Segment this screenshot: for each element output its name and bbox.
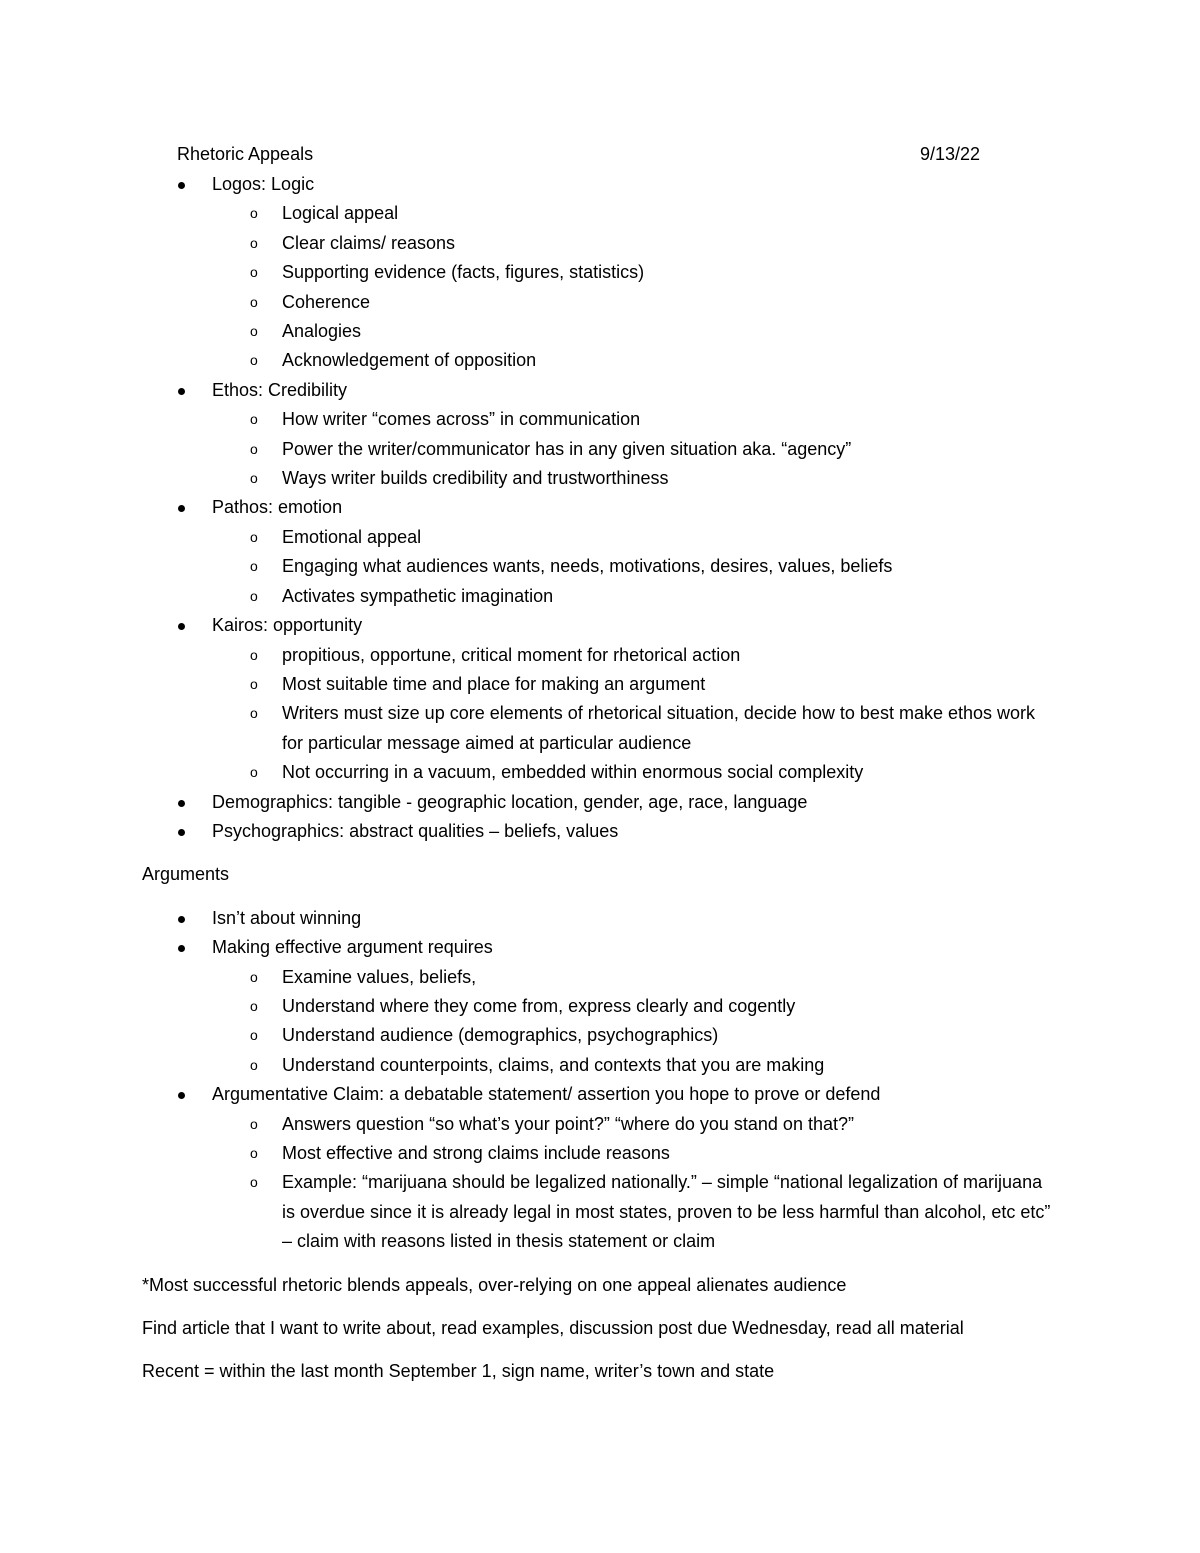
sub-bullet-text: Supporting evidence (facts, figures, statistics) xyxy=(282,262,645,283)
note-paragraph: Recent = within the last month September 1, sign name, writer’s town and state xyxy=(142,1361,775,1382)
bullet-item xyxy=(142,817,1057,846)
bullet-text: Kairos: opportunity xyxy=(212,615,363,636)
sub-bullet-item xyxy=(142,758,1057,787)
circle-bullet-icon: o xyxy=(250,293,258,310)
bullet-item xyxy=(142,933,1057,1080)
sub-bullet-item xyxy=(142,1021,1057,1050)
bullet-text: Argumentative Claim: a debatable statement/ assertion you hope to prove or defend xyxy=(212,1084,881,1105)
bullet-text: Psychographics: abstract qualities – beliefs, values xyxy=(212,820,619,841)
sub-bullet-text: Answers question “so what’s your point?” “where do you stand on that?” xyxy=(282,1113,854,1134)
sub-bullet-item xyxy=(142,552,1057,581)
sub-bullet-text: propitious, opportune, critical moment for rhetorical action xyxy=(282,644,741,665)
bullet-item xyxy=(142,788,1057,817)
sub-bullet-item xyxy=(142,699,1057,758)
bullet-dot-icon xyxy=(178,800,185,807)
sub-bullet-item xyxy=(142,405,1057,434)
circle-bullet-icon: o xyxy=(250,558,258,575)
bullet-text: Pathos: emotion xyxy=(212,497,343,518)
sub-bullet-item xyxy=(142,317,1057,346)
appeals-list xyxy=(142,170,1057,846)
sub-bullet-text: Acknowledgement of opposition xyxy=(282,350,537,371)
bullet-dot-icon xyxy=(178,1092,185,1099)
sub-bullet-text: Clear claims/ reasons xyxy=(282,232,456,253)
circle-bullet-icon: o xyxy=(250,352,258,369)
sub-bullet-item xyxy=(142,464,1057,493)
bullet-dot-icon xyxy=(178,916,185,923)
sub-bullet-item xyxy=(142,641,1057,670)
circle-bullet-icon: o xyxy=(250,1174,258,1191)
sub-bullet-text: Not occurring in a vacuum, embedded within enormous social complexity xyxy=(282,762,864,783)
circle-bullet-icon: o xyxy=(250,205,258,222)
sub-bullet-list xyxy=(212,199,1057,375)
bullet-item xyxy=(142,611,1057,787)
sub-bullet-item xyxy=(142,992,1057,1021)
circle-bullet-icon: o xyxy=(250,323,258,340)
circle-bullet-icon: o xyxy=(250,528,258,545)
sub-bullet-item xyxy=(142,229,1057,258)
note-paragraph: *Most successful rhetoric blends appeals, over-relying on one appeal alienates audience xyxy=(142,1274,847,1295)
sub-bullet-list xyxy=(212,523,1057,611)
sub-bullet-text: Coherence xyxy=(282,291,371,312)
bullet-item xyxy=(142,493,1057,611)
sub-bullet-item xyxy=(142,523,1057,552)
bullet-dot-icon xyxy=(178,388,185,395)
bullet-item xyxy=(142,904,1057,933)
circle-bullet-icon: o xyxy=(250,705,258,722)
circle-bullet-icon: o xyxy=(250,470,258,487)
bullet-text: Making effective argument requires xyxy=(212,937,493,958)
sub-bullet-text: How writer “comes across” in communication xyxy=(282,409,641,430)
circle-bullet-icon: o xyxy=(250,997,258,1014)
arguments-heading: Arguments xyxy=(142,864,230,885)
document-body xyxy=(142,140,1057,1387)
sub-bullet-item xyxy=(142,1110,1057,1139)
sub-bullet-list xyxy=(212,405,1057,493)
bullet-text: Logos: Logic xyxy=(212,174,315,194)
document-date: 9/13/22 xyxy=(920,144,981,164)
bullet-dot-icon xyxy=(178,623,185,630)
sub-bullet-text: Analogies xyxy=(282,321,362,342)
sub-bullet-text: Examine values, beliefs, xyxy=(282,966,477,987)
sub-bullet-list xyxy=(212,1110,1057,1257)
sub-bullet-list xyxy=(212,641,1057,788)
bullet-dot-icon xyxy=(178,829,185,836)
sub-bullet-item xyxy=(142,346,1057,375)
circle-bullet-icon: o xyxy=(250,587,258,604)
sub-bullet-text: Power the writer/communicator has in any given situation aka. “agency” xyxy=(282,438,852,459)
sub-bullet-item xyxy=(142,1139,1057,1168)
sub-bullet-text: Writers must size up core elements of rhetorical situation, decide how to best make ethos work for particular message aimed at particular audience xyxy=(282,703,1036,753)
circle-bullet-icon: o xyxy=(250,968,258,985)
circle-bullet-icon: o xyxy=(250,1115,258,1132)
circle-bullet-icon: o xyxy=(250,646,258,663)
sub-bullet-item xyxy=(142,670,1057,699)
sub-bullet-item xyxy=(142,1168,1057,1256)
bullet-dot-icon xyxy=(178,945,185,952)
circle-bullet-icon: o xyxy=(250,1056,258,1073)
circle-bullet-icon: o xyxy=(250,1027,258,1044)
sub-bullet-item xyxy=(142,199,1057,228)
sub-bullet-item xyxy=(142,582,1057,611)
sub-bullet-text: Example: “marijuana should be legalized nationally.” – simple “national legalization of marijuana is overdue since it is already legal in most states, proven to be less harmful than alcohol, etc etc” – claim with reasons listed in thesis statement or claim xyxy=(282,1172,1051,1252)
circle-bullet-icon: o xyxy=(250,440,258,457)
sub-bullet-item xyxy=(142,288,1057,317)
circle-bullet-icon: o xyxy=(250,234,258,251)
circle-bullet-icon: o xyxy=(250,1145,258,1161)
sub-bullet-text: Activates sympathetic imagination xyxy=(282,585,554,606)
bullet-item xyxy=(142,1080,1057,1256)
bullet-dot-icon xyxy=(178,505,185,512)
sub-bullet-text: Most suitable time and place for making an argument xyxy=(282,673,706,694)
sub-bullet-text: Emotional appeal xyxy=(282,526,422,547)
circle-bullet-icon: o xyxy=(250,264,258,281)
sub-bullet-text: Engaging what audiences wants, needs, motivations, desires, values, beliefs xyxy=(282,556,893,577)
document-title: Rhetoric Appeals xyxy=(177,144,314,164)
sub-bullet-text: Understand counterpoints, claims, and contexts that you are making xyxy=(282,1054,825,1075)
bullet-text: Demographics: tangible - geographic location, gender, age, race, language xyxy=(212,791,808,812)
sub-bullet-item xyxy=(142,258,1057,287)
sub-bullet-item xyxy=(142,963,1057,992)
arguments-list xyxy=(142,904,1057,1257)
sub-bullet-text: Logical appeal xyxy=(282,203,399,224)
header-row xyxy=(177,140,1057,170)
circle-bullet-icon: o xyxy=(250,764,258,781)
sub-bullet-list xyxy=(212,963,1057,1081)
bullet-text: Ethos: Credibility xyxy=(212,379,348,400)
sub-bullet-text: Understand audience (demographics, psychographics) xyxy=(282,1025,719,1046)
circle-bullet-icon: o xyxy=(250,411,258,428)
sub-bullet-item xyxy=(142,1051,1057,1080)
bullet-dot-icon xyxy=(178,182,185,189)
bullet-item xyxy=(142,376,1057,494)
sub-bullet-text: Ways writer builds credibility and trustworthiness xyxy=(282,468,669,489)
circle-bullet-icon: o xyxy=(250,675,258,692)
sub-bullet-text: Understand where they come from, express clearly and cogently xyxy=(282,995,796,1016)
sub-bullet-text: Most effective and strong claims include reasons xyxy=(282,1143,670,1163)
sub-bullet-item xyxy=(142,435,1057,464)
note-paragraph: Find article that I want to write about, read examples, discussion post due Wednesday, read all material xyxy=(142,1318,964,1339)
bullet-text: Isn’t about winning xyxy=(212,907,362,928)
bullet-item xyxy=(142,170,1057,376)
